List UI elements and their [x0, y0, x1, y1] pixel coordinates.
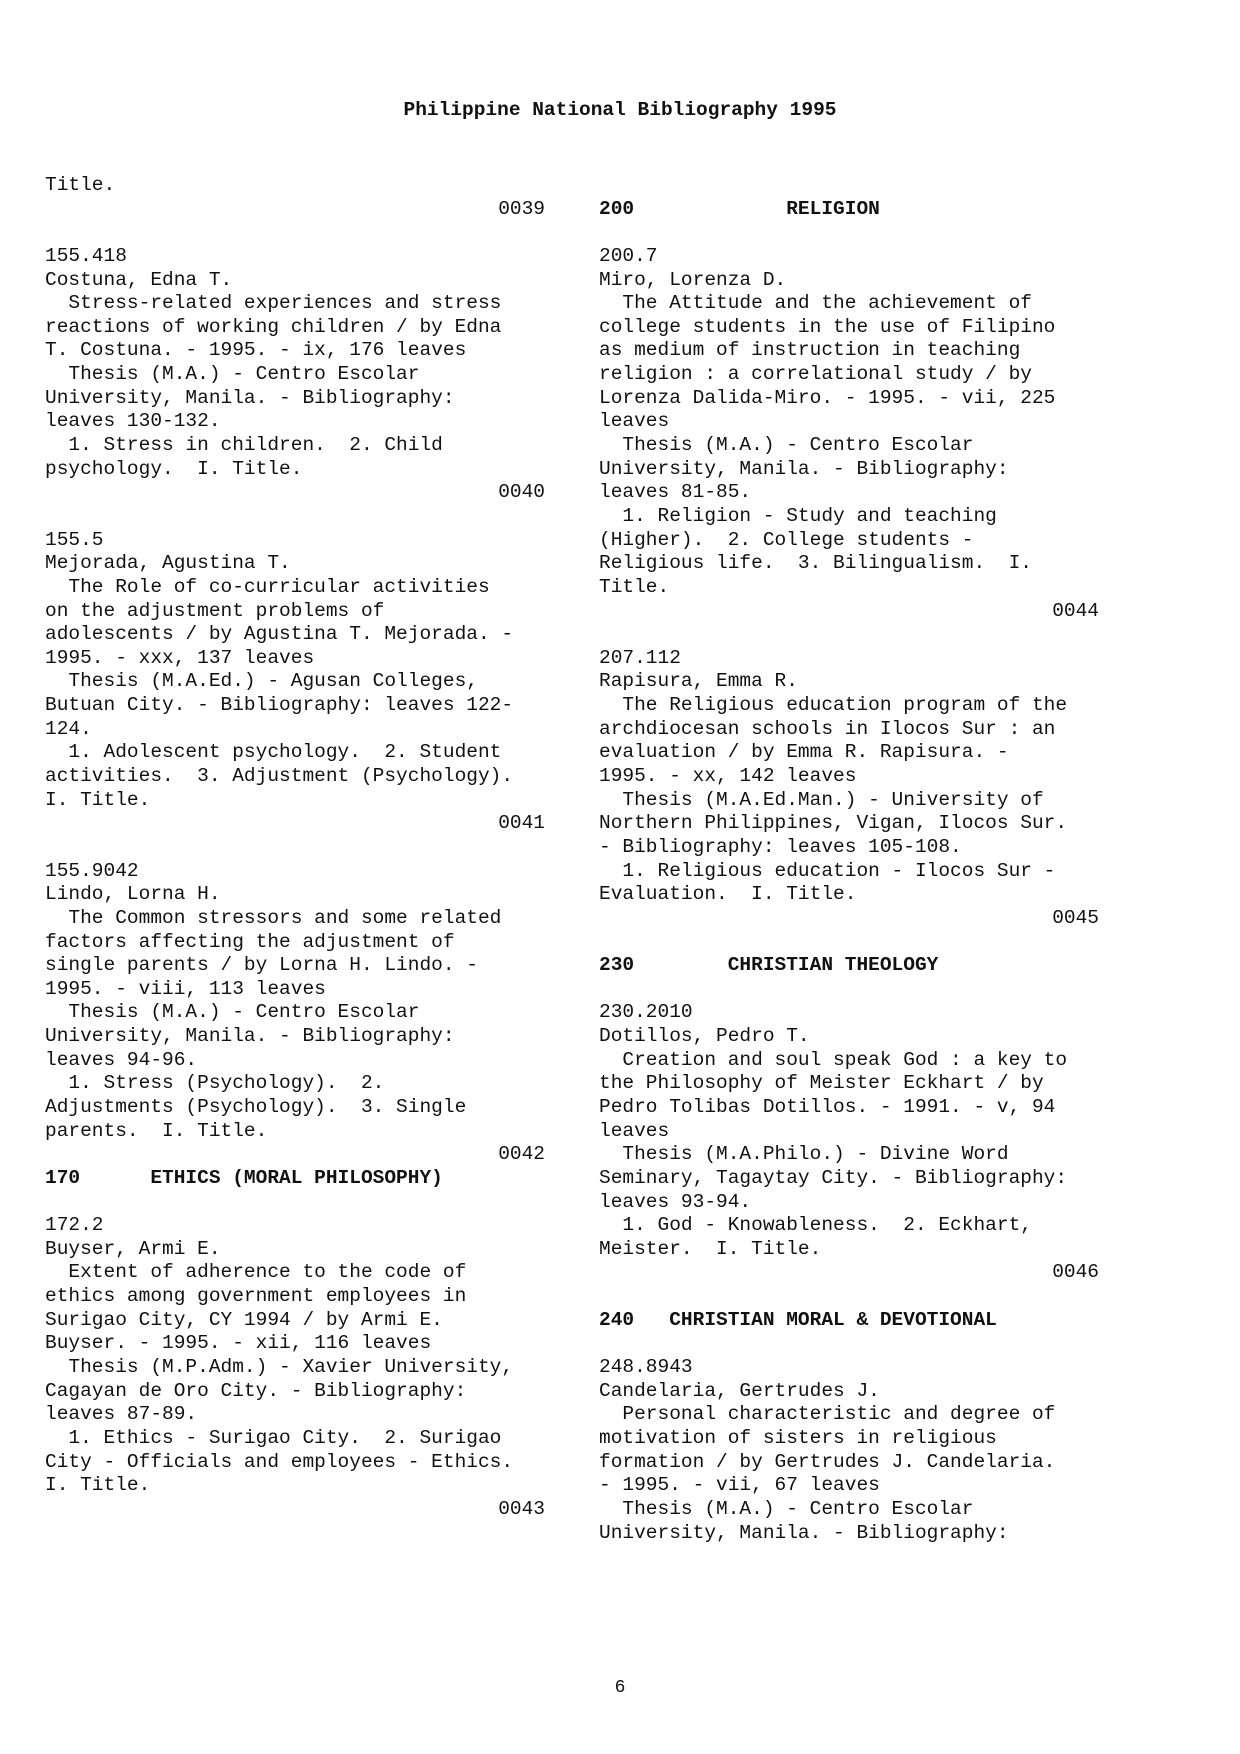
entry-number: 0046	[1052, 1261, 1099, 1284]
entry-line: Mejorada, Agustina T.	[45, 552, 291, 575]
entry-line: religion : a correlational study / by	[599, 363, 1032, 386]
entry-line: Buyser, Armi E.	[45, 1237, 221, 1260]
entry-line: Northern Philippines, Vigan, Ilocos Sur.	[599, 812, 1068, 835]
blank-line	[599, 978, 1099, 1002]
entry-line: University, Manila. - Bibliography:	[599, 1521, 1009, 1544]
left-column	[45, 174, 545, 1522]
blank-line	[599, 623, 1099, 647]
section-heading: 240 CHRISTIAN MORAL & DEVOTIONAL	[599, 1308, 997, 1331]
entry-line: University, Manila. - Bibliography:	[45, 1025, 455, 1048]
entry-line: adolescents / by Agustina T. Mejorada. -	[45, 623, 514, 646]
entry-line: Thesis (M.A.) - Centro Escolar	[599, 1497, 974, 1520]
entry-line: The Common stressors and some related	[45, 906, 502, 929]
entry-line: Surigao City, CY 1994 / by Armi E.	[45, 1308, 443, 1331]
entry-line: The Attitude and the achievement of	[599, 292, 1032, 315]
blank-line	[599, 174, 1099, 198]
entry-line: Thesis (M.A.) - Centro Escolar	[599, 434, 974, 457]
entry-line: Lorenza Dalida-Miro. - 1995. - vii, 225	[599, 386, 1056, 409]
entry-line: 1995. - viii, 113 leaves	[45, 977, 326, 1000]
entry-line: Rapisura, Emma R.	[599, 670, 798, 693]
entry-line: leaves 81-85.	[599, 481, 752, 504]
entry-line: Meister. I. Title.	[599, 1237, 822, 1260]
entry-line: formation / by Gertrudes J. Candelaria.	[599, 1450, 1056, 1473]
entry-line: motivation of sisters in religious	[599, 1426, 997, 1449]
entry-line: college students in the use of Filipino	[599, 315, 1056, 338]
entry-line: 207.112	[599, 646, 681, 669]
entry-line: Thesis (M.P.Adm.) - Xavier University,	[45, 1356, 514, 1379]
entry-line: leaves	[599, 410, 670, 433]
entry-line: 1. Religious education - Ilocos Sur -	[599, 859, 1056, 882]
blank-line	[599, 1332, 1099, 1356]
entry-line: 1. Stress (Psychology). 2.	[45, 1072, 385, 1095]
entry-line: 155.9042	[45, 859, 139, 882]
entry-line: leaves 93-94.	[599, 1190, 752, 1213]
entry-line: evaluation / by Emma R. Rapisura. -	[599, 741, 1009, 764]
entry-line: Cagayan de Oro City. - Bibliography:	[45, 1379, 467, 1402]
entry-line: 1995. - xxx, 137 leaves	[45, 646, 315, 669]
entry-line: The Role of co-curricular activities	[45, 575, 490, 598]
entry-line: University, Manila. - Bibliography:	[599, 457, 1009, 480]
entry-number: 0039	[498, 197, 545, 220]
entry-line: 1. Stress in children. 2. Child	[45, 434, 443, 457]
entry-number: 0044	[1052, 599, 1099, 622]
entry-line: Evaluation. I. Title.	[599, 883, 857, 906]
entry-line: 155.5	[45, 528, 104, 551]
entry-line: Title.	[599, 575, 670, 598]
entry-line: 172.2	[45, 1214, 104, 1237]
blank-line	[599, 221, 1099, 245]
entry-line: Thesis (M.A.Ed.Man.) - University of	[599, 788, 1044, 811]
entry-line: Adjustments (Psychology). 3. Single	[45, 1095, 467, 1118]
entry-line: 230.2010	[599, 1001, 693, 1024]
entry-line: 1995. - xx, 142 leaves	[599, 765, 857, 788]
entry-line: - 1995. - vii, 67 leaves	[599, 1474, 880, 1497]
section-heading: 200 RELIGION	[599, 197, 880, 220]
entry-line: 200.7	[599, 244, 658, 267]
blank-line	[45, 1191, 545, 1215]
blank-line	[45, 221, 545, 245]
entry-line: activities. 3. Adjustment (Psychology).	[45, 765, 514, 788]
entry-line: Stress-related experiences and stress	[45, 292, 502, 315]
entry-line: 248.8943	[599, 1356, 693, 1379]
entry-line: as medium of instruction in teaching	[599, 339, 1021, 362]
entry-line: University, Manila. - Bibliography:	[45, 386, 455, 409]
entry-line: (Higher). 2. College students -	[599, 528, 974, 551]
entry-line: Buyser. - 1995. - xii, 116 leaves	[45, 1332, 432, 1355]
section-heading: 170 ETHICS (MORAL PHILOSOPHY)	[45, 1166, 443, 1189]
entry-line: - Bibliography: leaves 105-108.	[599, 835, 962, 858]
entry-line: on the adjustment problems of	[45, 599, 385, 622]
entry-line: single parents / by Lorna H. Lindo. -	[45, 954, 478, 977]
entry-line: 1. Ethics - Surigao City. 2. Surigao	[45, 1426, 502, 1449]
right-column	[599, 174, 1099, 1545]
entry-line: factors affecting the adjustment of	[45, 930, 455, 953]
section-heading: 230 CHRISTIAN THEOLOGY	[599, 954, 939, 977]
page-title: Philippine National Bibliography 1995	[403, 99, 837, 121]
entry-line: psychology. I. Title.	[45, 457, 303, 480]
entry-line: Title.	[45, 174, 116, 196]
entry-line: I. Title.	[45, 1474, 151, 1497]
entry-number: 0043	[498, 1497, 545, 1520]
entry-line: Costuna, Edna T.	[45, 268, 233, 291]
entry-number: 0041	[498, 812, 545, 835]
entry-line: Butuan City. - Bibliography: leaves 122-	[45, 694, 514, 717]
entry-number: 0040	[498, 481, 545, 504]
entry-line: 124.	[45, 717, 92, 740]
entry-line: leaves 94-96.	[45, 1048, 198, 1071]
blank-line	[599, 1285, 1099, 1309]
entry-line: Thesis (M.A.Philo.) - Divine Word	[599, 1143, 1009, 1166]
entry-line: leaves 87-89.	[45, 1403, 198, 1426]
entry-line: Thesis (M.A.) - Centro Escolar	[45, 1001, 420, 1024]
entry-line: 1. Adolescent psychology. 2. Student	[45, 741, 502, 764]
entry-line: Seminary, Tagaytay City. - Bibliography:	[599, 1166, 1068, 1189]
entry-line: Miro, Lorenza D.	[599, 268, 787, 291]
entry-line: parents. I. Title.	[45, 1119, 268, 1142]
entry-line: leaves 130-132.	[45, 410, 221, 433]
blank-line	[45, 836, 545, 860]
blank-line	[599, 931, 1099, 955]
entry-line: City - Officials and employees - Ethics.	[45, 1450, 514, 1473]
entry-line: leaves	[599, 1119, 670, 1142]
entry-line: Candelaria, Gertrudes J.	[599, 1379, 880, 1402]
entry-line: 155.418	[45, 244, 127, 267]
entry-number: 0045	[1052, 906, 1099, 929]
entry-line: 1. Religion - Study and teaching	[599, 504, 997, 527]
entry-line: the Philosophy of Meister Eckhart / by	[599, 1072, 1044, 1095]
entry-line: archdiocesan schools in Ilocos Sur : an	[599, 717, 1056, 740]
entry-line: I. Title.	[45, 788, 151, 811]
entry-number: 0042	[498, 1143, 545, 1166]
entry-line: Lindo, Lorna H.	[45, 883, 221, 906]
entry-line: ethics among government employees in	[45, 1285, 467, 1308]
entry-line: Religious life. 3. Bilingualism. I.	[599, 552, 1032, 575]
entry-line: reactions of working children / by Edna	[45, 315, 502, 338]
blank-line	[45, 505, 545, 529]
entry-line: 1. God - Knowableness. 2. Eckhart,	[599, 1214, 1032, 1237]
entry-line: Pedro Tolibas Dotillos. - 1991. - v, 94	[599, 1095, 1056, 1118]
entry-line: T. Costuna. - 1995. - ix, 176 leaves	[45, 339, 467, 362]
entry-line: Creation and soul speak God : a key to	[599, 1048, 1068, 1071]
page-number: 6	[614, 1678, 626, 1698]
entry-line: Personal characteristic and degree of	[599, 1403, 1056, 1426]
entry-line: Dotillos, Pedro T.	[599, 1025, 810, 1048]
entry-line: Thesis (M.A.Ed.) - Agusan Colleges,	[45, 670, 478, 693]
entry-line: Extent of adherence to the code of	[45, 1261, 467, 1284]
entry-line: Thesis (M.A.) - Centro Escolar	[45, 363, 420, 386]
entry-line: The Religious education program of the	[599, 694, 1068, 717]
